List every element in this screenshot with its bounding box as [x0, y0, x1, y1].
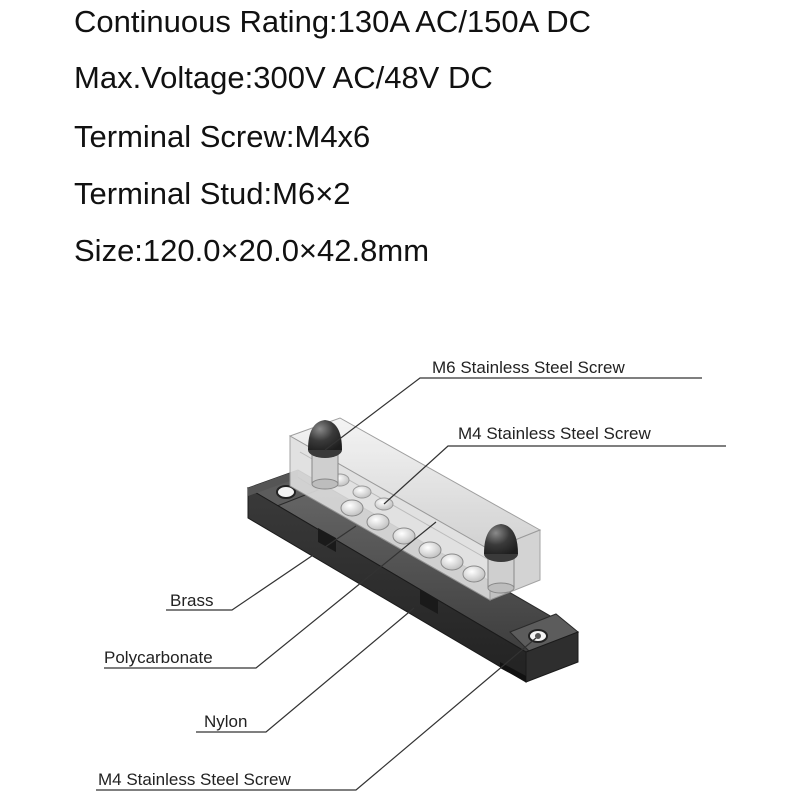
spec-max-voltage: Max.Voltage:300V AC/48V DC: [74, 60, 493, 95]
callout-m4-screw-top: M4 Stainless Steel Screw: [458, 424, 651, 443]
callout-brass: Brass: [170, 591, 214, 610]
bus-bar-illustration: [0, 300, 800, 800]
m6-stud-left: [308, 420, 342, 489]
spec-size: Size:120.0×20.0×42.8mm: [74, 233, 430, 268]
spec-terminal-stud: Terminal Stud:M6×2: [74, 176, 351, 211]
callout-m6-screw: M6 Stainless Steel Screw: [432, 358, 625, 377]
callout-nylon: Nylon: [204, 712, 248, 731]
callout-polycarbonate: Polycarbonate: [104, 648, 213, 667]
spec-continuous-rating: Continuous Rating:130A AC/150A DC: [74, 4, 592, 39]
bus-bar-figure: [0, 300, 800, 800]
spec-terminal-screw: Terminal Screw:M4x6: [74, 119, 371, 154]
callout-m4-screw-bottom: M4 Stainless Steel Screw: [98, 770, 291, 789]
m6-stud-right: [484, 524, 518, 593]
